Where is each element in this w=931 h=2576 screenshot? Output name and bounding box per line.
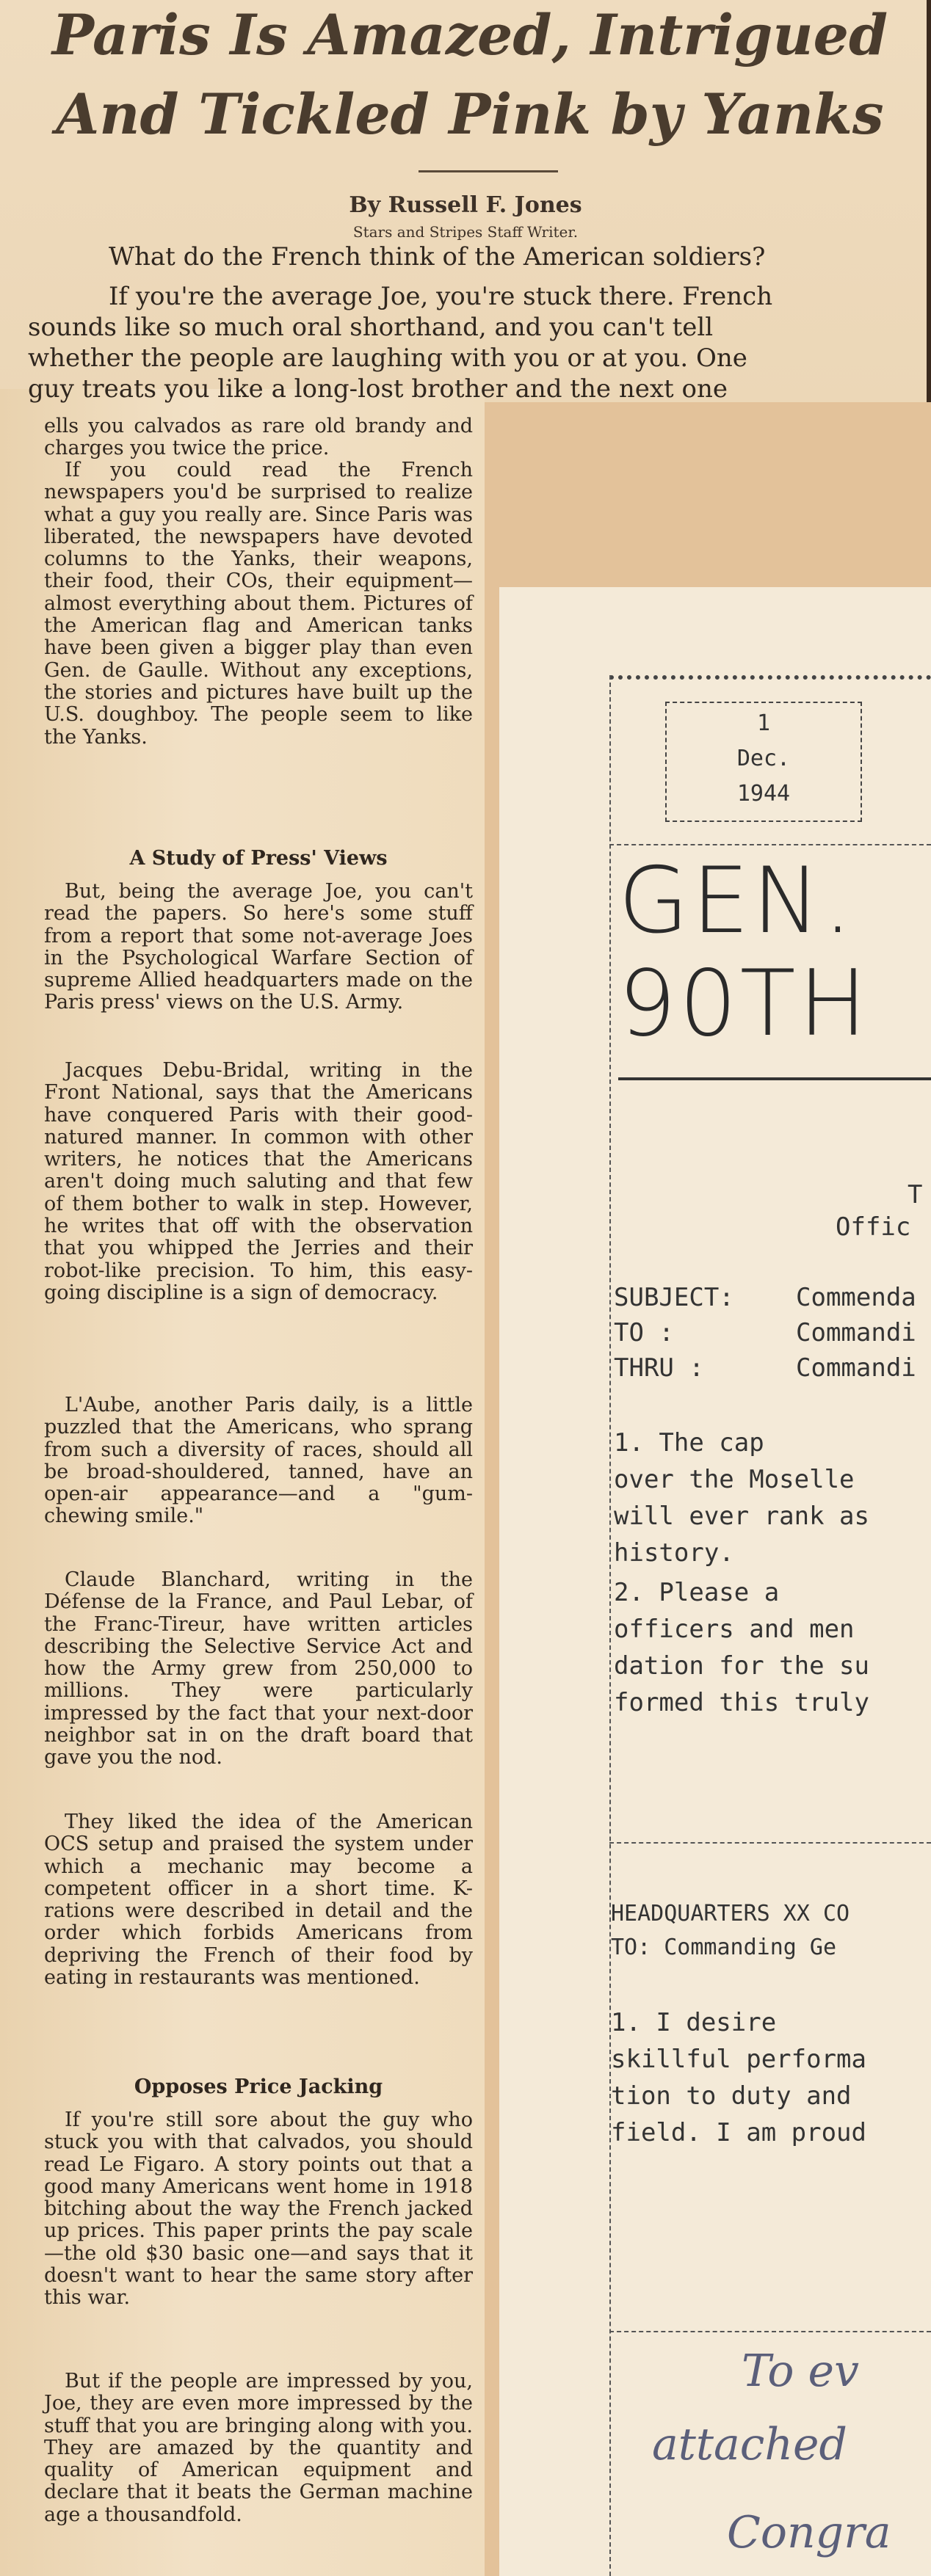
routing-value: Commenda: [796, 1283, 916, 1312]
routing-key: TO :: [614, 1318, 674, 1347]
routing-value: Commandi: [796, 1353, 916, 1383]
stamp-month: Dec.: [736, 746, 791, 771]
handwritten-line: attached: [652, 2419, 847, 2470]
memo-header-line: T: [908, 1180, 923, 1209]
memo-title-line-2: 90TH: [618, 951, 870, 1057]
byline-author: By Russell F. Jones: [349, 192, 582, 218]
article-paragraph: Jacques Debu-Bridal, writing in the Front National, says that the Americans have conquered Paris with their good-natured manner. In common with other writers, he notices that the Americans aren't doing much saluting and that few of them bother to walk in step. However, he writes that off with the observation that you whipped the Jerries and their robot-like precision. To him, this easy-going discipline is a sign of democracy.: [44, 1059, 473, 1304]
stamp-year: 1944: [736, 781, 791, 807]
indorsement-line: TO: Commanding Ge: [611, 1935, 837, 1960]
routing-value: Commandi: [796, 1318, 916, 1347]
memo-body-line: dation for the su: [614, 1651, 869, 1681]
memo-left-border: [609, 675, 611, 2576]
indorsement-body-line: skillful performa: [611, 2045, 866, 2074]
memo-body-line: will ever rank as: [614, 1502, 869, 1531]
routing-key: THRU :: [614, 1353, 704, 1383]
headline-line-2: And Tickled Pink by Yanks: [56, 81, 884, 147]
intro-line: If you're the average Joe, you're stuck there. French: [109, 282, 773, 311]
title-underline: [618, 1077, 931, 1080]
date-stamp: [665, 702, 862, 822]
intro-line: whether the people are laughing with you or at you. One: [28, 343, 747, 373]
article-paragraph: Claude Blanchard, writing in the Défense de la France, and Paul Lebar, of the Franc-Tireur, have written articles describing the Selective Service Act and how the Army grew from 250,000 to millions. They were particularly impressed by the fact that your next-door neighbor sat in on the draft board that gave you the nod.: [44, 1568, 473, 1769]
headline-line-1: Paris Is Amazed, Intrigued: [51, 2, 888, 68]
memo-top-border: [609, 675, 931, 680]
stamp-day: 1: [756, 710, 771, 736]
article-paragraph: They liked the idea of the American OCS setup and praised the system under which a mechanic may become a competent officer in a short time. K-rations were described in detail and the order which forbids Americans from depriving the French of their food by eating in restaurants was mentioned.: [44, 1811, 473, 1990]
memo-divider: [609, 2331, 931, 2332]
indorsement-body-line: 1. I desire: [611, 2008, 777, 2037]
article-paragraph: ells you calvados as rare old brandy and charges you twice the price.: [44, 415, 473, 460]
handwritten-line: Congra: [727, 2507, 891, 2558]
subhead-study: A Study of Press' Views: [129, 847, 388, 870]
memo-body-line: 1. The cap: [614, 1428, 764, 1458]
intro-line: sounds like so much oral shorthand, and you can't tell: [28, 313, 714, 342]
intro-line: guy treats you like a long-lost brother and the next one: [28, 374, 728, 404]
routing-key: SUBJECT:: [614, 1283, 734, 1312]
subhead-price: Opposes Price Jacking: [134, 2075, 383, 2098]
memo-header-line: Offic: [836, 1212, 911, 1242]
indorsement-line: HEADQUARTERS XX CO: [611, 1901, 850, 1926]
divider-rule: [419, 170, 558, 172]
indorsement-body-line: field. I am proud: [611, 2118, 866, 2147]
memo-body-line: history.: [614, 1538, 734, 1568]
intro-line: What do the French think of the American soldiers?: [109, 242, 766, 272]
memo-body-line: formed this truly: [614, 1688, 869, 1717]
memo-divider: [609, 844, 931, 845]
article-paragraph: If you could read the French newspapers you'd be surprised to realize what a guy you really are. Since Paris was liberated, the newspapers have devoted columns to the Yanks, their weapons, their food, their COs, their equipment—almost everything about them. Pictures of the American flag and American tanks have been given a bigger play than even Gen. de Gaulle. Without any exceptions, the stories and pictures have built up the U.S. doughboy. The people seem to like the Yanks.: [44, 459, 473, 749]
article-paragraph: L'Aube, another Paris daily, is a little puzzled that the Americans, who sprang from such a diversity of races, should all be broad-shouldered, tanned, have an open-air appearance—and a "gum-chewing smile.": [44, 1394, 473, 1528]
article-paragraph: But if the people are impressed by you, Joe, they are even more impressed by the stuff that you are bringing along with you. They are amazed by the quantity and quality of American equipment and declare that it beats the German machine age a thousandfold.: [44, 2370, 473, 2526]
memo-title-line-1: GEN.: [618, 848, 855, 954]
memo-body-line: officers and men: [614, 1615, 855, 1644]
memo-divider: [609, 1842, 931, 1844]
memo-body-line: over the Moselle: [614, 1465, 855, 1494]
indorsement-body-line: tion to duty and: [611, 2081, 852, 2111]
article-paragraph: But, being the average Joe, you can't read the papers. So here's some stuff from a report that some not-average Joes in the Psychological Warfare Section of supreme Allied headquarters made on the Paris press' views on the U.S. Army.: [44, 880, 473, 1014]
memo-body-line: 2. Please a: [614, 1578, 780, 1607]
byline-role: Stars and Stripes Staff Writer.: [352, 223, 579, 241]
handwritten-line: To ev: [742, 2346, 859, 2397]
article-paragraph: If you're still sore about the guy who stuck you with that calvados, you should read Le Figaro. A story points out that a good many Americans went home in 1918 bitching about the way the French jacked up prices. This paper prints the pay scale—the old $30 basic one—and says that it doesn't want to hear the same story after this war.: [44, 2109, 473, 2310]
